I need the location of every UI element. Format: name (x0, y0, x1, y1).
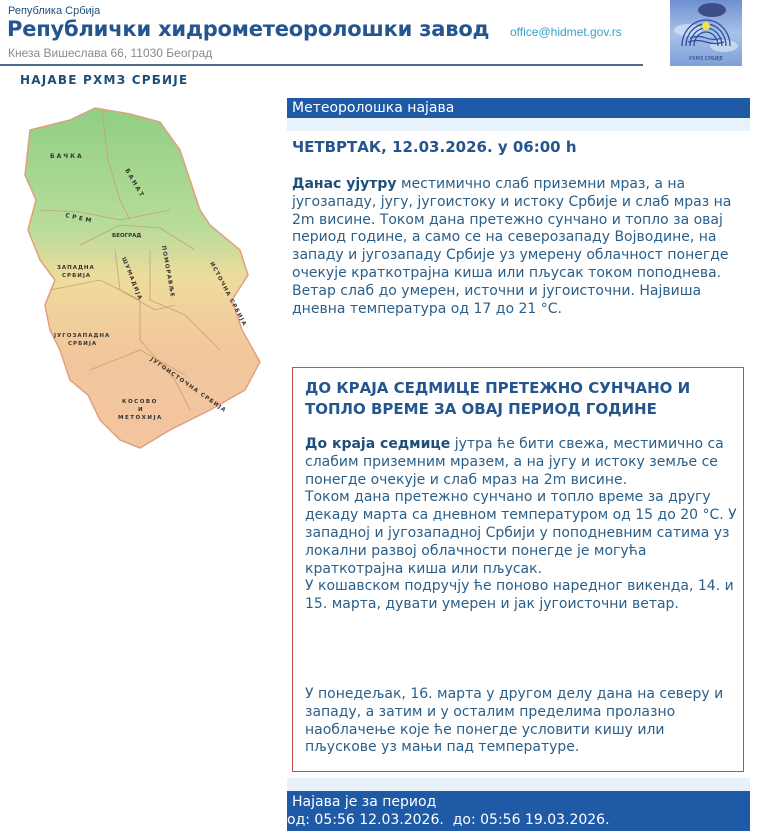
serbia-regions-map (10, 100, 272, 460)
period-label: Најава је за период (292, 794, 437, 810)
region-label: ЗАПАДНА (57, 265, 95, 271)
republic-label: Република Србија (8, 5, 101, 17)
monday-outlook-text: У понедељак, 16. марта у другом делу дана на северу и западу, а затим и у осталим пределима пролазно наоблачење које ће понегде условити кишу или пљускове уз мањи пад температуре. (305, 686, 724, 756)
region-label: БЕОГРАД (112, 233, 142, 239)
forecast-period-bar (287, 791, 750, 831)
panel-subheader (287, 118, 750, 131)
institution-title[interactable]: Републички хидрометеоролошки завод (7, 17, 490, 41)
forecast-panel (287, 98, 750, 834)
svg-text:РХМЗ СРБИЈЕ: РХМЗ СРБИЈЕ (689, 56, 723, 62)
region-label: БАЧКА (50, 153, 84, 160)
forecasts-nav-link[interactable]: НАЈАВЕ РХМЗ СРБИЈЕ (20, 73, 189, 87)
region-label: И (138, 407, 143, 413)
region-label: ЈУГОЗАПАДНА (54, 333, 111, 339)
email-link[interactable]: office@hidmet.gov.rs (510, 25, 622, 39)
panel-title: Метеоролошка најава (287, 98, 750, 118)
week-text-2: Током дана претежно сунчано и топло време за другу декаду марта са дневном температуром од 15 до 20 °C. У западној и југозападној Србији у поподневним сатима уз локални развој облачности понегде је могућа краткотрајна киша или пљусак. (305, 489, 737, 577)
region-label: СРБИЈА (68, 341, 98, 347)
region-label: СРЕМ (64, 212, 95, 225)
week-lead: До краја седмице (305, 436, 451, 452)
region-label: ИСТОЧНА СРБИЈА (208, 261, 248, 328)
week-text-3: У кошавском подручју ће поново наредног викенда, 14. и 15. марта, дувати умерен и јак југоисточни ветар. (305, 578, 734, 613)
rhmz-logo[interactable] (670, 0, 742, 66)
region-label: СРБИЈА (62, 273, 92, 279)
today-text: местимично слаб приземни мраз, а на југозападу, југу, југоистоку и истоку Србије и слаб мраз на 2m висине. Током дана претежно сунчано и топло за овај период године, а само се на северозападу Војводине, на западу и југозападу Србије уз умерену облачност понегде очекује краткотрајна киша или пљусак током поподнева. Ветар слаб до умерен, источни и југоисточни. Највиша дневна температура од 17 до 21 °C. (292, 176, 732, 317)
region-label: ШУМАДИЈА (120, 256, 144, 302)
footer-spacer (287, 778, 750, 791)
weekly-outlook-title: ДО КРАЈА СЕДМИЦЕ ПРЕТЕЖНО СУНЧАНО И ТОПЛО ВРЕМЕ ЗА ОВАЈ ПЕРИОД ГОДИНЕ (305, 379, 691, 418)
today-forecast (292, 176, 742, 318)
weekly-outlook-box (292, 367, 744, 772)
address: Кнеза Вишеслава 66, 11030 Београд (8, 46, 213, 60)
region-label: ЈУГОИСТОЧНА СРБИЈА (148, 356, 228, 415)
region-label: КОСОВО (122, 399, 158, 405)
region-label: ПОМОРАВЉЕ (160, 245, 176, 299)
region-label: БАНАТ (123, 167, 146, 200)
today-lead: Данас ујутру (292, 176, 397, 192)
forecast-date: ЧЕТВРТАК, 12.03.2026. у 06:00 h (292, 138, 577, 156)
week-text-1: јутра ће бити свежа, местимично са слабим приземним мразем, а на југу и истоку земље се понегде очекује и слаб мраз на 2m висине. (305, 436, 724, 488)
site-header (0, 0, 770, 70)
region-label: МЕТОХИЈА (118, 415, 163, 421)
weekly-outlook-text (305, 436, 740, 614)
header-divider (0, 64, 643, 66)
period-range: од: 05:56 12.03.2026. до: 05:56 19.03.2026. (287, 812, 610, 828)
